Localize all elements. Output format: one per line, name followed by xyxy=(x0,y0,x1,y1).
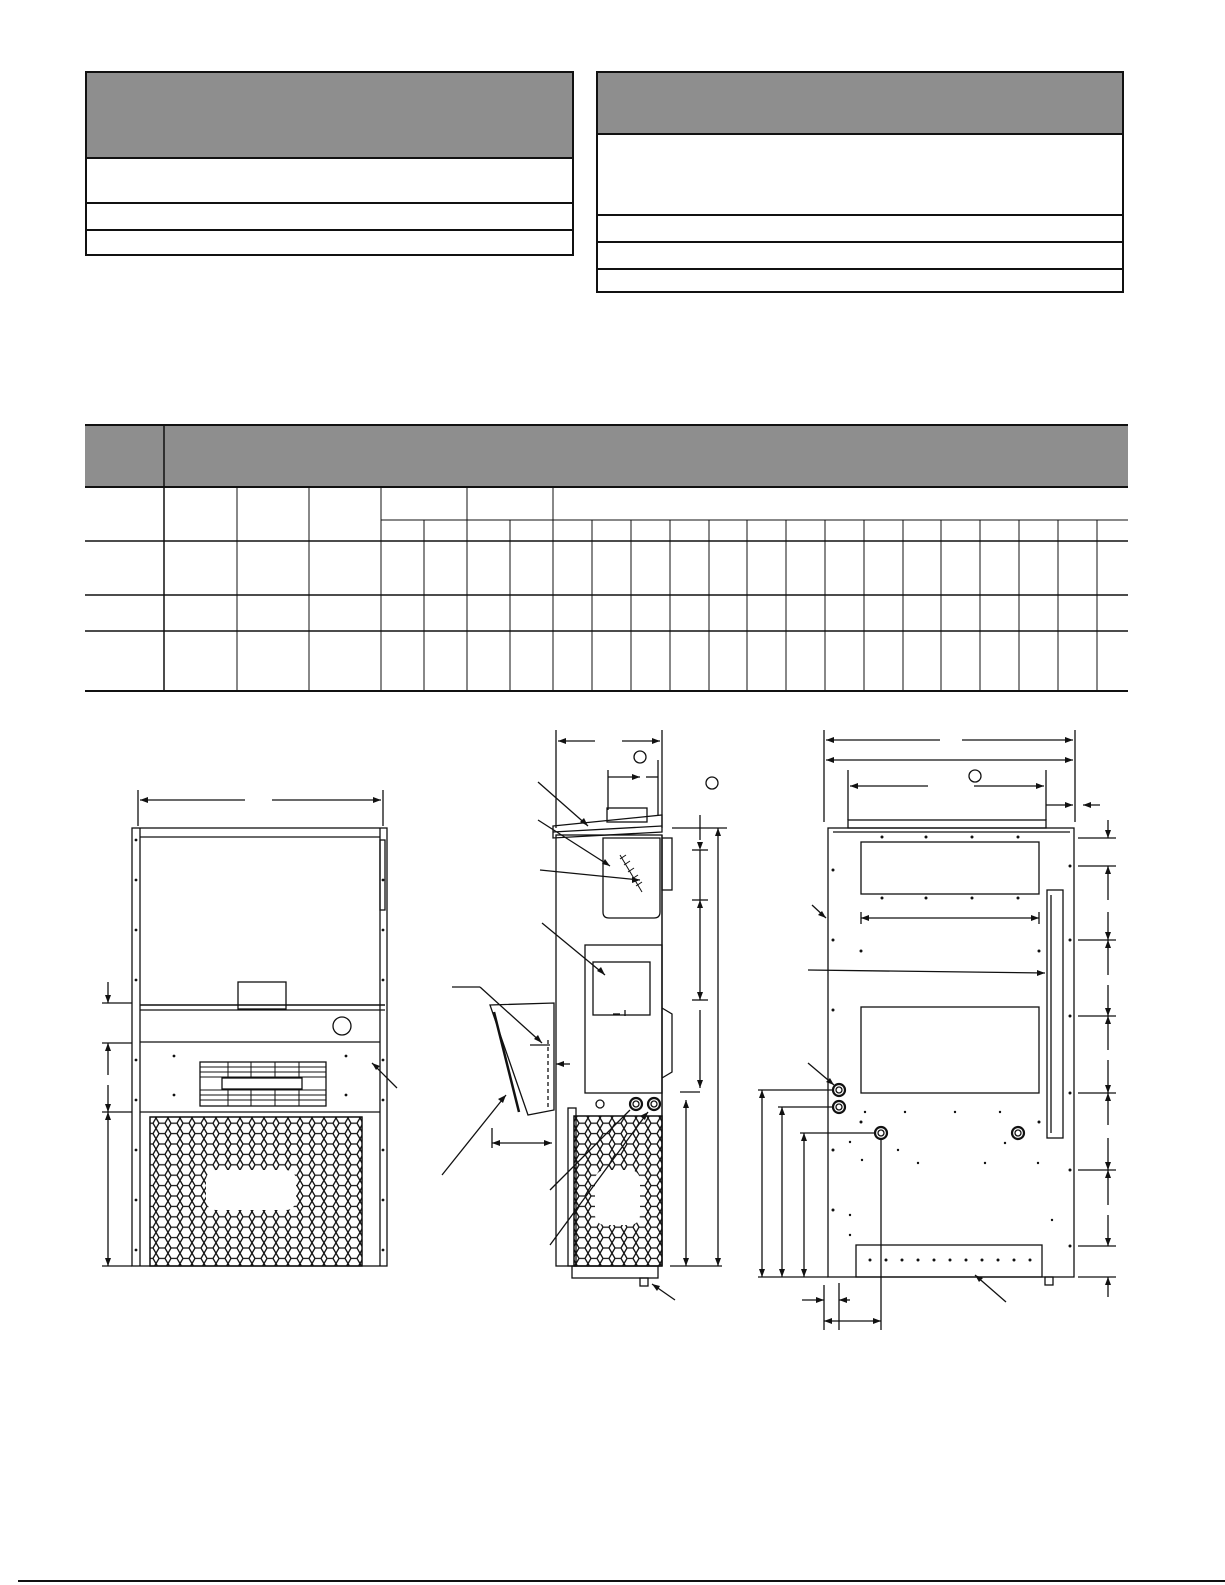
back-view-drawing xyxy=(758,730,1116,1330)
dimensions-table-grid xyxy=(85,425,1128,691)
front-view-drawing xyxy=(102,790,397,1266)
side-view-drawing xyxy=(442,730,727,1300)
